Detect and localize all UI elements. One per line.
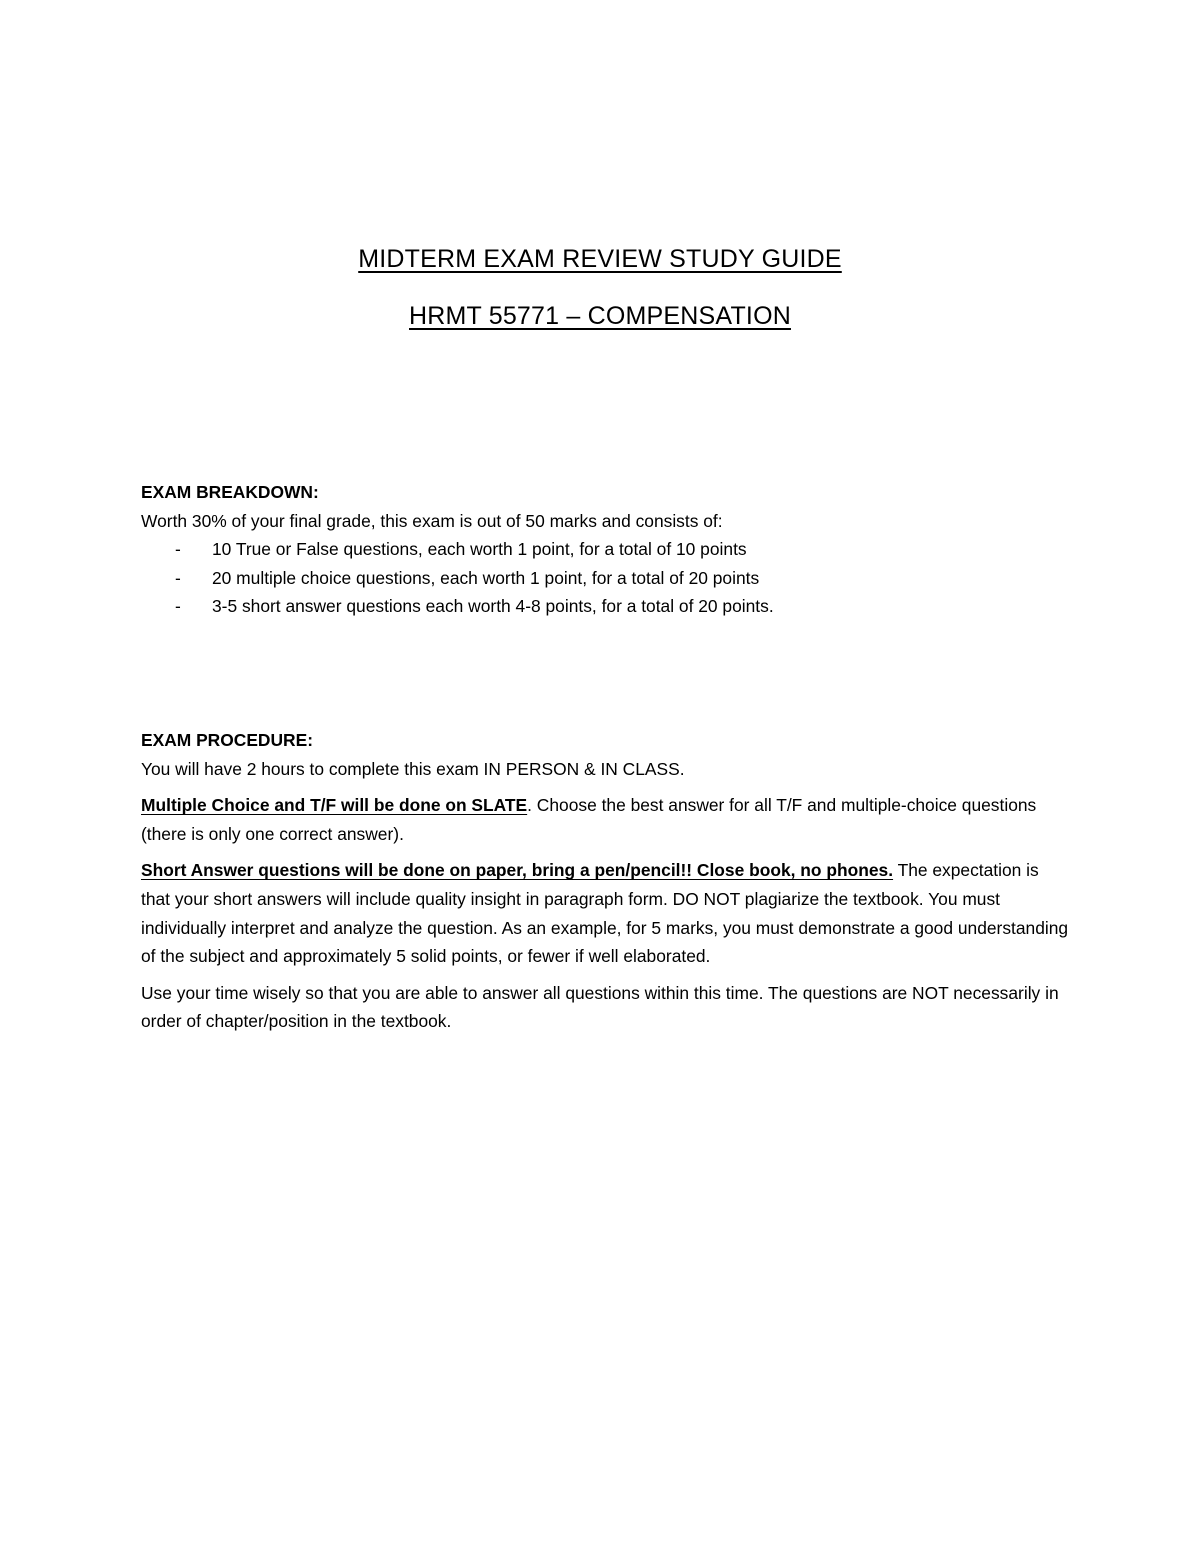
bullet-dash: - <box>175 596 181 617</box>
exam-breakdown-section <box>141 478 1071 621</box>
course-title: HRMT 55771 – COMPENSATION <box>409 302 791 330</box>
exam-procedure-section <box>141 726 1071 1036</box>
exam-breakdown-intro: Worth 30% of your final grade, this exam is out of 50 marks and consists of: <box>141 510 723 531</box>
multiple-choice-text: . Choose the best answer for all T/F and multiple-choice questions (there is only one correct answer). <box>141 795 1037 844</box>
time-advice-paragraph: Use your time wisely so that you are able to answer all questions within this time. The questions are NOT necessarily in order of chapter/position in the textbook. <box>141 982 1059 1032</box>
list-item-text: 3-5 short answer questions each worth 4-8 points, for a total of 20 points. <box>212 596 774 617</box>
document-title: MIDTERM EXAM REVIEW STUDY GUIDE <box>358 245 842 273</box>
list-item <box>141 535 1071 564</box>
bullet-dash: - <box>175 539 181 560</box>
bullet-dash: - <box>175 567 181 588</box>
short-answer-emphasis: Short Answer questions will be done on paper, bring a pen/pencil!! Close book, no phones. <box>141 860 894 881</box>
multiple-choice-paragraph <box>141 791 1071 848</box>
exam-procedure-heading: EXAM PROCEDURE: <box>141 730 313 750</box>
list-item <box>141 592 1071 621</box>
exam-time-line: You will have 2 hours to complete this exam IN PERSON & IN CLASS. <box>141 758 685 779</box>
short-answer-paragraph <box>141 856 1071 970</box>
exam-breakdown-list <box>141 535 1071 621</box>
list-item-text: 10 True or False questions, each worth 1 point, for a total of 10 points <box>212 539 747 560</box>
exam-breakdown-heading: EXAM BREAKDOWN: <box>141 482 319 502</box>
list-item <box>141 564 1071 593</box>
list-item-text: 20 multiple choice questions, each worth 1 point, for a total of 20 points <box>212 567 760 588</box>
multiple-choice-emphasis: Multiple Choice and T/F will be done on SLATE <box>141 795 528 816</box>
short-answer-text: The expectation is that your short answers will include quality insight in paragraph form. DO NOT plagiarize the textbook. You must individually interpret and analyze the question. As an example, for 5 marks, you must demonstrate a good understanding of the subject and approximately 5 solid points, or fewer if well elaborated. <box>141 860 1069 967</box>
